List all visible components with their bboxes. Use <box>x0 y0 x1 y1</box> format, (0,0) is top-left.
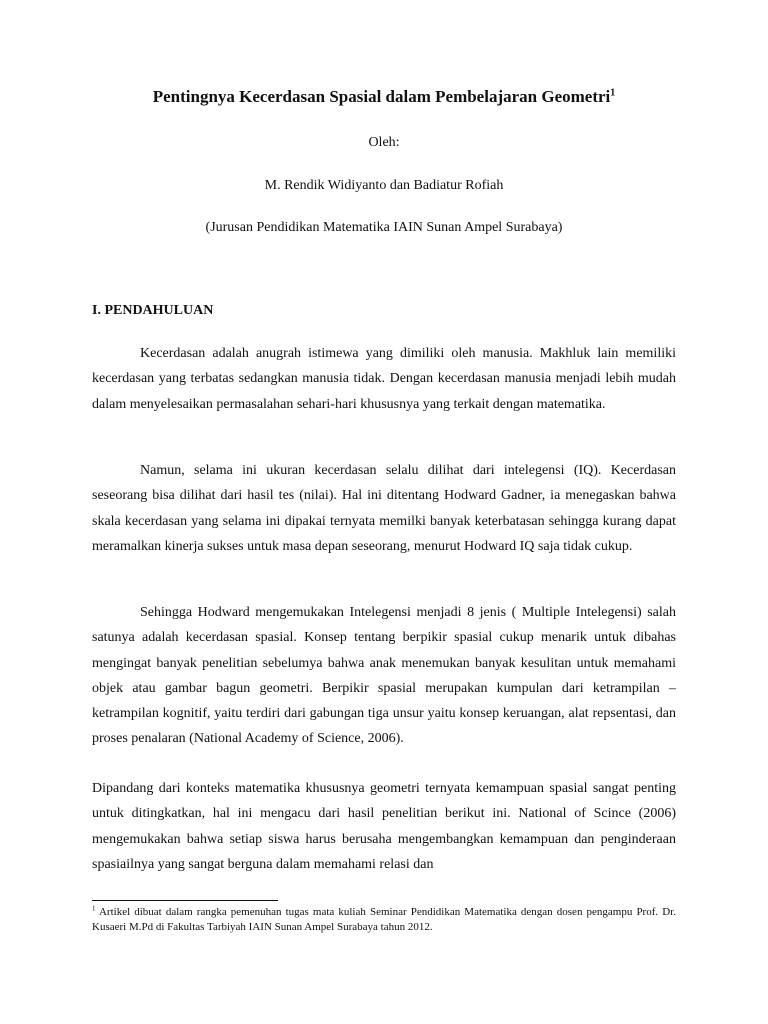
title-footnote-mark: 1 <box>610 87 616 99</box>
body-paragraph: Dipandang dari konteks matematika khususnya geometri ternyata kemampuan spasial sangat penting untuk ditingkatkan, hal ini mengacu dari hasil penelitian berikut ini. National of Scince (2006) mengemukakan bahwa setiap siswa harus berusaha mengembangkan kemampuan dan penginderaan spasiailnya yang sangat berguna dalam memahami relasi dan <box>92 781 676 872</box>
body-paragraph: Kecerdasan adalah anugrah istimewa yang dimiliki oleh manusia. Makhluk lain memiliki kecerdasan yang terbatas sedangkan manusia tidak. Dengan kecerdasan manusia menjadi lebih mudah dalam menyelesaikan permasalahan sehari-hari khususnya yang terkait dengan matematika. <box>92 346 676 412</box>
title-text: Pentingnya Kecerdasan Spasial dalam Pembelajaran Geometri <box>152 87 611 106</box>
author-affiliation: (Jurusan Pendidikan Matematika IAIN Sunan Ampel Surabaya) <box>205 220 563 235</box>
section-heading: I. PENDAHULUAN <box>92 303 214 318</box>
footnote <box>92 905 676 934</box>
document-title <box>92 87 676 107</box>
footnote-text: Artikel dibuat dalam rangka pemenuhan tugas mata kuliah Seminar Pendidikan Matematika dengan dosen pengampu Prof. Dr. Kusaeri M.Pd di Fakultas Tarbiyah IAIN Sunan Ampel Surabaya tahun 2012. <box>92 906 676 933</box>
body-paragraph: Namun, selama ini ukuran kecerdasan selalu dilihat dari intelegensi (IQ). Kecerdasan seseorang bisa dilihat dari hasil tes (nilai). Hal ini ditentang Hodward Gadner, ia menegaskan bahwa skala kecerdasan yang selama ini dipakai ternyata memilki banyak keterbatasan sehingga kurang dapat meramalkan kinerja sukses untuk masa depan seseorang, menurut Hodward IQ saja tidak cukup. <box>92 463 676 554</box>
footnote-mark: 1 <box>92 904 96 913</box>
body-paragraph: Sehingga Hodward mengemukakan Intelegensi menjadi 8 jenis ( Multiple Intelegensi) salah satunya adalah kecerdasan spasial. Konsep tentang berpikir spasial cukup menarik untuk dibahas mengingat banyak penelitian sebelumya bahwa anak menemukan banyak kesulitan untuk memahami objek atau gambar bagun geometri. Berpikir spasial merupakan kumpulan dari ketrampilan –ketrampilan kognitif, yaitu terdiri dari gabungan tiga unsur yaitu konsep keruangan, alat repsentasi, dan proses penalaran (National Academy of Science, 2006). <box>92 605 676 747</box>
by-label: Oleh: <box>368 135 400 150</box>
footnote-divider <box>92 900 278 901</box>
author-names: M. Rendik Widiyanto dan Badiatur Rofiah <box>264 178 504 193</box>
